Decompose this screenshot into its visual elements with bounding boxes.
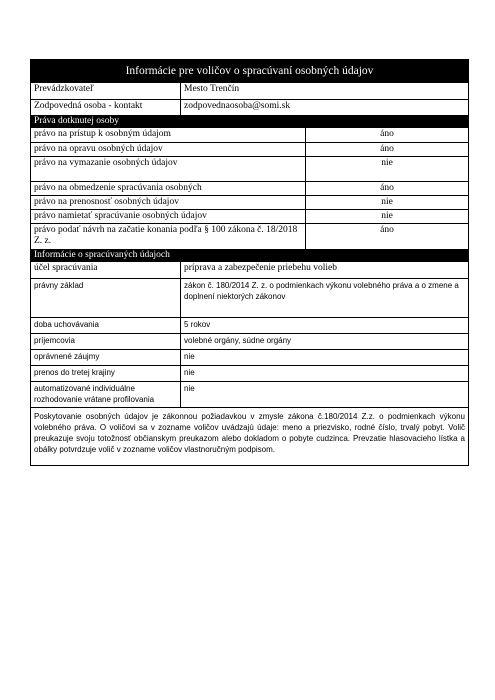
processing-label: právny základ — [31, 279, 181, 318]
right-value: áno — [306, 128, 469, 142]
table-row — [31, 334, 468, 350]
controller-table — [31, 83, 468, 115]
purpose-label: účel spracúvania — [31, 262, 181, 278]
processing-value: zákon č. 180/2014 Z. z. o podmienkach výkonu volebného práva a o zmene a doplnení niektorých zákonov — [181, 279, 469, 318]
table-row — [31, 142, 468, 156]
right-value: nie — [306, 156, 469, 181]
processing-label: oprávnené záujmy — [31, 350, 181, 366]
legal-note: Poskytovanie osobných údajov je zákonnou požiadavkou v zmysle zákona č.180/2014 Z.z. o podmienkach výkonu volebného práva. O voličovi sa v zozname voličov uvádzajú údaje: meno a priezvisko, rodné číslo, trvalý pobyt. Volič preukazuje svoju totožnosť občianskym preukazom alebo dokladom o pobyte cudzinca. Prevzatie hlasovacieho lístka a obálky potvrdzuje volič v zozname voličov vlastnoručným podpisom. — [31, 407, 468, 465]
processing-table — [31, 278, 468, 407]
controller-label: Prevádzkovateľ — [31, 83, 181, 99]
processing-value: nie — [181, 382, 469, 407]
right-label: právo na obmedzenie spracúvania osobných — [31, 181, 306, 195]
processing-heading: Informácie o spracúvaných údajoch — [31, 249, 468, 262]
table-row — [31, 83, 468, 99]
processing-label: prenos do tretej krajiny — [31, 366, 181, 382]
table-row — [31, 128, 468, 142]
contact-value: zodpovednaosoba@somi.sk — [181, 99, 469, 115]
table-row — [31, 156, 468, 181]
table-row — [31, 195, 468, 209]
right-label: právo na vymazanie osobných údajov — [31, 156, 306, 181]
processing-label: príjemcovia — [31, 334, 181, 350]
table-row — [31, 262, 468, 278]
purpose-value: príprava a zabezpečenie priebehu volieb — [181, 262, 469, 278]
table-row — [31, 382, 468, 407]
right-label: právo podať návrh na začatie konania podľa § 100 zákona č. 18/2018 Z. z. — [31, 223, 306, 249]
processing-value: nie — [181, 366, 469, 382]
processing-value: 5 rokov — [181, 318, 469, 334]
processing-value: nie — [181, 350, 469, 366]
processing-value: volebné orgány, súdne orgány — [181, 334, 469, 350]
processing-label: doba uchovávania — [31, 318, 181, 334]
table-row — [31, 279, 468, 318]
rights-heading: Práva dotknutej osoby — [31, 115, 468, 128]
right-value: nie — [306, 209, 469, 223]
right-label: právo na prístup k osobným údajom — [31, 128, 306, 142]
document-title: Informácie pre voličov o spracúvaní osobných údajov — [31, 60, 468, 83]
right-label: právo na opravu osobných údajov — [31, 142, 306, 156]
table-row — [31, 350, 468, 366]
right-value: nie — [306, 195, 469, 209]
right-value: áno — [306, 181, 469, 195]
contact-label: Zodpovedná osoba - kontakt — [31, 99, 181, 115]
right-value: áno — [306, 223, 469, 249]
rights-table — [31, 128, 468, 249]
controller-value: Mesto Trenčín — [181, 83, 469, 99]
table-row — [31, 99, 468, 115]
right-label: právo namietať spracúvanie osobných údajov — [31, 209, 306, 223]
right-label: právo na prenosnosť osobných údajov — [31, 195, 306, 209]
table-row — [31, 223, 468, 249]
purpose-table — [31, 262, 468, 278]
info-document — [30, 59, 469, 466]
table-row — [31, 318, 468, 334]
table-row — [31, 209, 468, 223]
table-row — [31, 181, 468, 195]
processing-label: automatizované individuálne rozhodovanie vrátane profilovania — [31, 382, 181, 407]
table-row — [31, 366, 468, 382]
right-value: áno — [306, 142, 469, 156]
